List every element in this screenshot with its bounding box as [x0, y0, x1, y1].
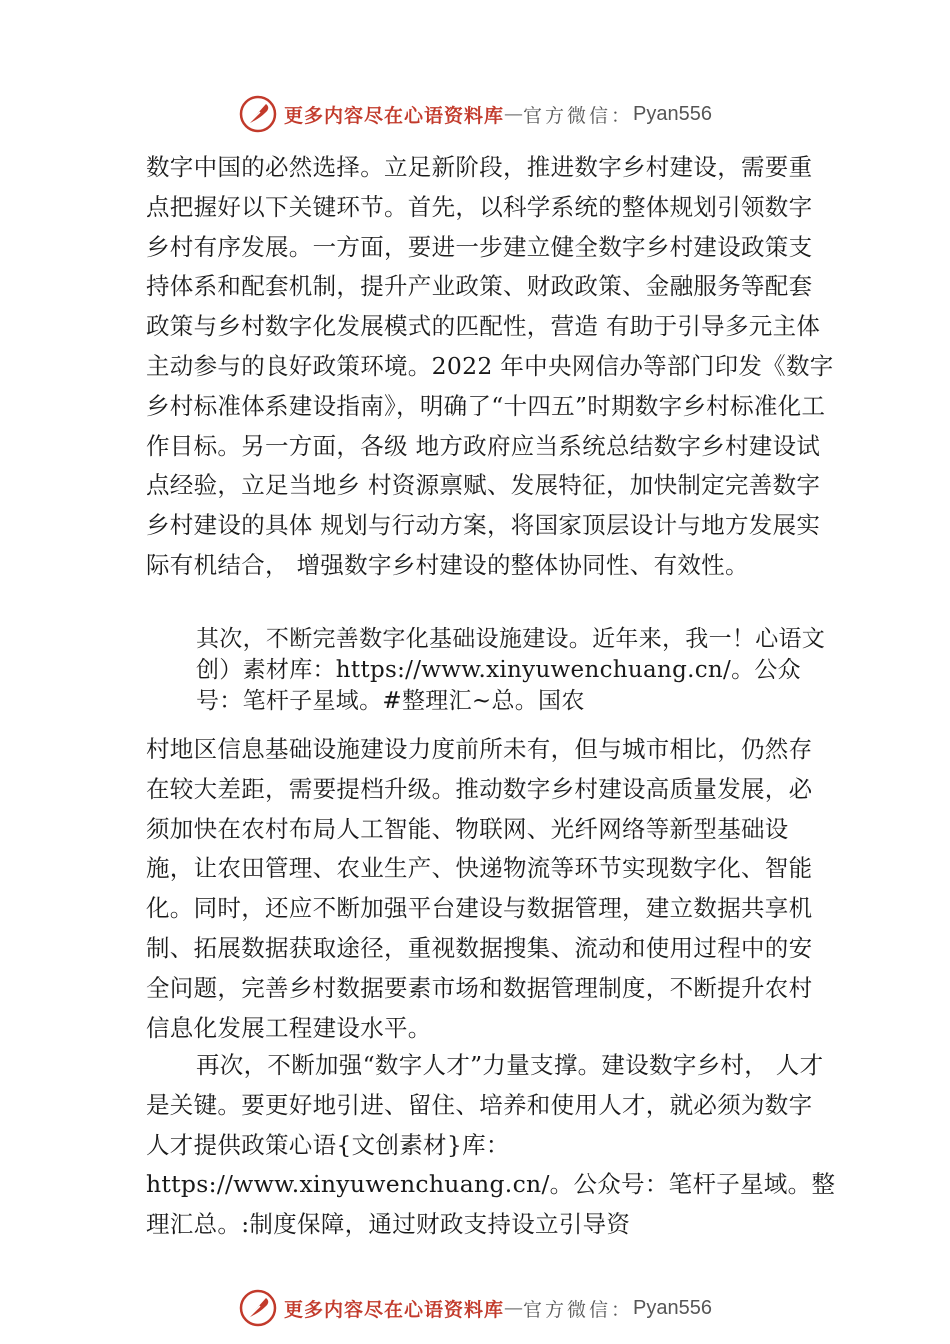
header-banner [0, 92, 950, 136]
banner-wechat-id: Pyan556 [633, 102, 712, 125]
quill-logo-icon [238, 94, 278, 134]
banner-title: 更多内容尽在心语资料库 [284, 1298, 505, 1321]
footer-banner [0, 1286, 950, 1330]
paragraph-3 [146, 730, 836, 1048]
banner-dash: — [504, 103, 524, 125]
banner-title: 更多内容尽在心语资料库 [284, 104, 505, 127]
paragraph-4 [146, 1046, 836, 1245]
paragraph-1-text: 数字中国的必然选择。立足新阶段，推进数字乡村建设，需要重点把握好以下关键环节。首先，以科学系统的整体规划引领数字乡村有序发展。一方面，要进一步建立健全数字乡村建设政策支持体系和配套机制，提升产业政策、财政政策、金融服务等配套政策与乡村数字化发展模式的匹配性，营造 有助于引导多元主体主动参与的良好政策环境。2022 年中央网信办等部门印发《数字乡村标准体系建设指南》，明确了“十四五”时期数字乡村标准化工作目标。另一方面，各级 地方政府应当系统总结数字乡村建设试点经验，立足当地乡 村资源禀赋、发展特征，加快制定完善数字乡村建设的具体 规划与行动方案，将国家顶层设计与地方发展实际有机结合， 增强数字乡村建设的整体协同性、有效性。 [146, 153, 834, 579]
paragraph-3-text: 村地区信息基础设施建设力度前所未有，但与城市相比，仍然存在较大差距，需要提档升级。推动数字乡村建设高质量发展，必须加快在农村布局人工智能、物联网、光纤网络等新型基础设施，让农田管理、农业生产、快递物流等环节实现数字化、智能化。同时，还应不断加强平台建设与数据管理，建立数据共享机制、拓展数据获取途径，重视数据搜集、流动和使用过程中的安全问题，完善乡村数据要素市场和数据管理制度，不断提升农村信息化发展工程建设水平。 [146, 735, 813, 1042]
banner-wechat-label: 官方微信： [523, 104, 634, 127]
banner-wechat-label: 官方微信： [523, 1298, 634, 1321]
quill-logo-icon [238, 1288, 278, 1328]
paragraph-2-text: 其次，不断完善数字化基础设施建设。近年来，我一！心语文创）素材库：https://www.xinyuwenchuang.cn/。公众号：笔杆子星域。#整理汇~总。国农 [196, 626, 826, 714]
banner-wechat-id: Pyan556 [633, 1296, 712, 1319]
banner-dash: — [504, 1297, 524, 1319]
paragraph-4-text: 再次，不断加强“数字人才”力量支撑。建设数字乡村， 人才是关键。要更好地引进、留住、培养和使用人才，就必须为数字人才提供政策心语{文创素材}库：https://www.xinyuwenchuang.cn/。公众号：笔杆子星域。整理汇总。:制度保障，通过财政支持设立引导资 [146, 1051, 836, 1239]
paragraph-2 [196, 624, 836, 717]
paragraph-1 [146, 148, 836, 586]
